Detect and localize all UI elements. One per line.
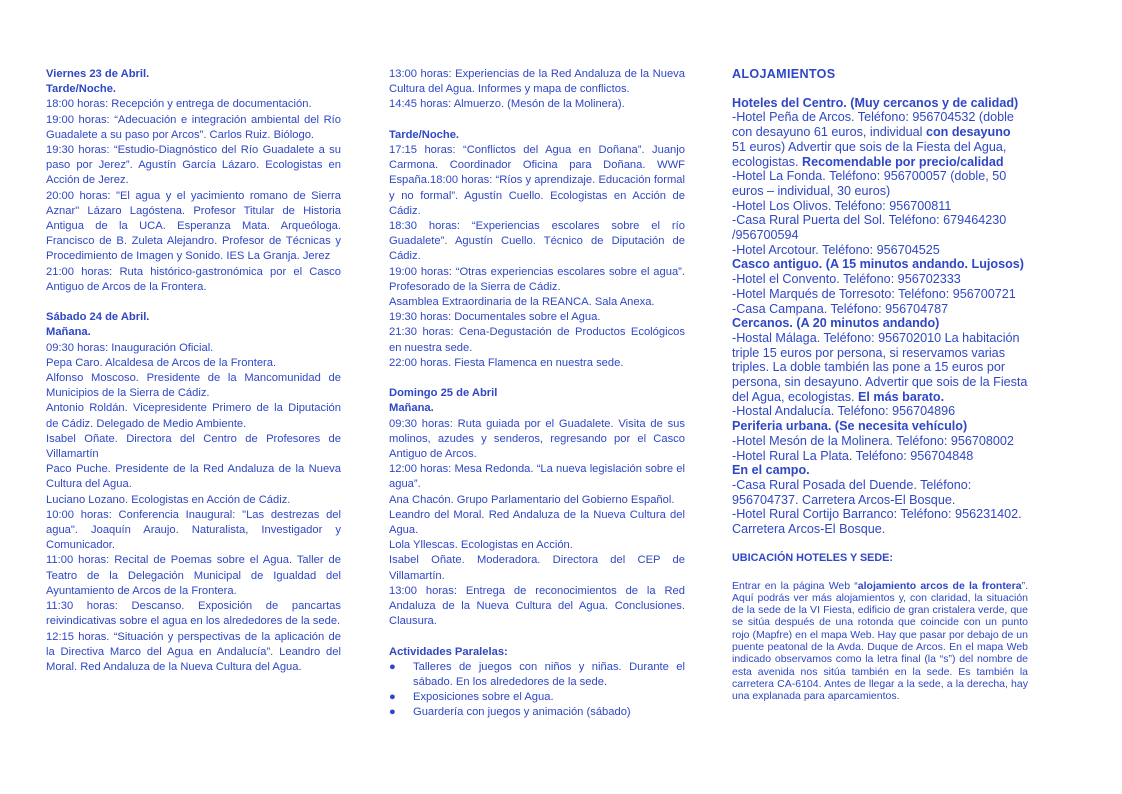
hotel-entry: -Hotel La Fonda. Teléfono: 956700057 (doble, 50 euros – individual, 30 euros) xyxy=(732,169,1007,198)
saturday-session-heading: Mañana. xyxy=(46,326,91,339)
sunday-item: Lola Yllescas. Ecologistas en Acción. xyxy=(389,539,573,552)
sunday-item: 09:30 horas: Ruta guiada por el Guadalete. Visita de sus molinos, azudes y senderos, regresando por el Casco Antiguo de Arcos. xyxy=(389,417,685,461)
spacer xyxy=(732,82,1028,96)
countryside-heading: En el campo. xyxy=(732,463,810,478)
afternoon-item: 17:15 horas: “Conflictos del Agua en Doñana”. Juanjo Carmona. Coordinador Oficina para Doñana. WWF España.18:00 horas: “Ríos y aprendizaje. Educación formal y no formal”. Agustín Cuello. Ecologistas en Acción de Cádiz. xyxy=(389,144,685,217)
spacer xyxy=(389,629,685,644)
saturday-item: 13:00 horas: Experiencias de la Red Andaluza de la Nueva Cultura del Agua. Informes y mapa de conflictos. xyxy=(389,68,685,96)
friday-item: 18:00 horas: Recepción y entrega de documentación. xyxy=(46,98,312,111)
hotel-entry: -Hostal Andalucía. Teléfono: 956704896 xyxy=(732,404,956,419)
afternoon-item: 22:00 horas. Fiesta Flamenca en nuestra sede. xyxy=(389,356,624,369)
old-town-heading: Casco antiguo. (A 15 minutos andando. Lujosos) xyxy=(732,257,1025,272)
parallel-activity: Guardería con juegos y animación (sábado) xyxy=(413,706,631,719)
sunday-item: 12:00 horas: Mesa Redonda. “La nueva legislación sobre el agua”. xyxy=(389,463,685,491)
saturday-item: 09:30 horas: Inauguración Oficial. xyxy=(46,341,214,354)
hotel-entry: -Hotel Rural La Plata. Teléfono: 956704848 xyxy=(732,448,974,463)
sunday-item: Leandro del Moral. Red Andaluza de la Nueva Cultura del Agua. xyxy=(389,508,685,537)
hotel-text: 51 euros) Advertir que sois de la Fiesta del Agua, ecologistas. xyxy=(732,139,1007,169)
location-text xyxy=(732,580,1028,703)
saturday-item: Paco Puche. Presidente de la Red Andaluza de la Nueva Cultura del Agua. xyxy=(46,463,341,491)
saturday-item: 10:00 horas: Conferencia Inaugural: "Las destrezas del agua". Joaquín Araujo. Naturalista, Investigador y Comunicador. xyxy=(46,508,341,552)
hotel-highlight: Recomendable por precio/calidad xyxy=(802,154,1004,169)
parallel-activity: Exposiciones sobre el Agua. xyxy=(413,691,554,704)
list-item xyxy=(389,660,685,690)
friday-session-heading: Tarde/Noche. xyxy=(46,83,117,96)
hotel-entry: -Hotel Arcotour. Teléfono: 956704525 xyxy=(732,242,940,257)
hotel-entry: -Hotel Marqués de Torresoto: Teléfono: 956700721 xyxy=(732,286,1016,301)
saturday-item: Antonio Roldán. Vicepresidente Primero de la Diputación de Cádiz. Delegado de Medio Ambiente. xyxy=(46,402,341,430)
saturday-item: Alfonso Moscoso. Presidente de la Mancomunidad de Municipios de la Sierra de Cádiz. xyxy=(46,372,341,400)
hotel-highlight: El más barato. xyxy=(858,389,945,404)
hotel-text: -Hotel Peña de Arcos. Teléfono: 956704532 (doble con desayuno 61 euros, individual xyxy=(732,110,1014,140)
hotel-entry: -Casa Rural Posada del Duende. Teléfono: 956704737. Carretera Arcos-El Bosque. xyxy=(732,477,972,507)
bullet-icon: ● xyxy=(389,660,396,673)
saturday-item: 11:00 horas: Recital de Poemas sobre el Agua. Taller de Teatro de la Delegación Municipal de Igualdad del Ayuntamiento de Arcos de la Frontera. xyxy=(46,554,341,597)
location-text-part: Entrar en la página Web “ xyxy=(732,579,858,592)
afternoon-item: 19:30 horas: Documentales sobre el Agua. xyxy=(389,311,601,324)
hotel-entry: -Casa Rural Puerta del Sol. Teléfono: 679464230 /956700594 xyxy=(732,213,1007,243)
hotel-entry: -Hotel Mesón de la Molinera. Teléfono: 956708002 xyxy=(732,433,1014,448)
afternoon-item: 18:30 horas: “Experiencias escolares sobre el río Guadalete”. Agustín Cuello. Técnico de Diputación de Cádiz. xyxy=(389,220,685,263)
parallel-activities-heading: Actividades Paralelas: xyxy=(389,645,508,658)
program-column-friday-saturday xyxy=(46,67,341,675)
afternoon-heading: Tarde/Noche. xyxy=(389,128,460,141)
list-item xyxy=(389,690,685,705)
hotel-entry: -Hotel Los Olivos. Teléfono: 956700811 xyxy=(732,198,952,213)
program-column-saturday-sunday xyxy=(389,67,685,721)
sunday-session-heading: Mañana. xyxy=(389,402,434,415)
afternoon-item: 21:30 horas: Cena-Degustación de Productos Ecológicos en nuestra sede. xyxy=(389,326,685,354)
saturday-item: Isabel Oñate. Directora del Centro de Profesores de Villamartín xyxy=(46,432,341,461)
accommodation-column xyxy=(732,67,1028,702)
hostal-malaga xyxy=(732,331,1028,405)
list-item xyxy=(389,705,685,720)
friday-item: 20:00 horas: "El agua y el yacimiento romano de Sierra Aznar" Lázaro Lagóstena. Profesor Titular de Historia Antigua de la UCA. Esperanza Mata. Arqueóloga. Francisco de B. Zuleta Alejandro. Profesor de Técnicas y Procedimiento de Imagen y Sonido. IES La Granja. Jerez xyxy=(46,189,341,263)
nearby-heading: Cercanos. (A 20 minutos andando) xyxy=(732,316,940,331)
saturday-item: 12:15 horas. “Situación y perspectivas de la aplicación de la Directiva Marco del Agua en Andalucía”. Leandro del Moral. Red Andaluza de la Nueva Cultura del Agua. xyxy=(46,630,341,673)
hotel-entry: -Casa Campana. Teléfono: 956704787 xyxy=(732,301,949,316)
spacer xyxy=(389,371,685,386)
center-hotels-heading: Hoteles del Centro. (Muy cercanos y de calidad) xyxy=(732,95,1019,110)
friday-heading: Viernes 23 de Abril. xyxy=(46,68,150,80)
afternoon-item: 19:00 horas: “Otras experiencias escolares sobre el agua”. Profesorado de la Sierra de Cádiz. xyxy=(389,265,685,293)
sunday-heading: Domingo 25 de Abril xyxy=(389,387,498,400)
saturday-item: 11:30 horas: Descanso. Exposición de pancartas reivindicativas sobre el agua en los alrededores de la sede. xyxy=(46,600,341,628)
saturday-heading: Sábado 24 de Abril. xyxy=(46,311,150,324)
location-heading: UBICACIÓN HOTELES Y SEDE: xyxy=(732,551,893,564)
location-text-part: ”. Aquí podrás ver más alojamientos y, con claridad, la situación de la sede de la VI Fiesta, edificio de gran cristalera verde, que se sitúa después de una rotonda que coincide con un punto rojo (Mapfre) en el mapa Web. Hay que pasar por debajo de un puente peatonal de la Avda. Duque de Arcos. En el mapa Web indicado observamos como la letra final (la “s”) del nombre de esta avenida nos sitúa también en la sede. Es también la carretera CA-6104. Antes de llegar a la sede, a la derecha, hay una explanada para aparcamientos. xyxy=(732,579,1028,703)
afternoon-item: Asamblea Extraordinaria de la REANCA. Sala Anexa. xyxy=(389,296,655,309)
accommodation-title: ALOJAMIENTOS xyxy=(732,67,836,81)
parallel-activities-list xyxy=(389,660,685,721)
friday-item: 19:30 horas: “Estudio-Diagnóstico del Río Guadalete a su paso por Jerez”. Agustín García Lázaro. Ecologistas en Acción de Jerez. xyxy=(46,144,341,187)
sunday-item: Ana Chacón. Grupo Parlamentario del Gobierno Español. xyxy=(389,493,675,506)
web-search-term: alojamiento arcos de la frontera xyxy=(857,579,1022,592)
bullet-icon: ● xyxy=(389,691,396,704)
saturday-item: 14:45 horas: Almuerzo. (Mesón de la Molinera). xyxy=(389,98,625,111)
saturday-item: Luciano Lozano. Ecologistas en Acción de Cádiz. xyxy=(46,493,291,506)
saturday-item: Pepa Caro. Alcaldesa de Arcos de la Frontera. xyxy=(46,356,277,369)
sunday-item: Isabel Oñate. Moderadora. Directora del CEP de Villamartín. xyxy=(389,554,685,582)
spacer xyxy=(389,113,685,128)
spacer xyxy=(46,295,341,310)
friday-item: 19:00 horas: “Adecuación e integración ambiental del Río Guadalete a su paso por Arcos”. Carlos Ruiz. Biólogo. xyxy=(46,113,341,141)
hotel-entry: -Hotel Rural Cortijo Barranco: Teléfono: 956231402. Carretera Arcos-El Bosque. xyxy=(732,507,1022,537)
parallel-activity: Talleres de juegos con niños y niñas. Durante el sábado. En los alrededores de la sede. xyxy=(413,660,685,689)
outskirts-heading: Periferia urbana. (Se necesita vehículo) xyxy=(732,419,968,434)
bullet-icon: ● xyxy=(389,706,396,719)
friday-item: 21:00 horas: Ruta histórico-gastronómica por el Casco Antiguo de Arcos de la Frontera. xyxy=(46,265,341,293)
sunday-item: 13:00 horas: Entrega de reconocimientos de la Red Andaluza de la Nueva Cultura del Agua. Conclusiones. Clausura. xyxy=(389,584,685,628)
hotel-highlight: con desayuno xyxy=(925,125,1011,140)
hotel-pena-de-arcos xyxy=(732,110,1028,169)
hotel-entry: -Hotel el Convento. Teléfono: 956702333 xyxy=(732,272,961,287)
hotel-text: -Hostal Málaga. Teléfono: 956702010 La habitación triple 15 euros por persona, si reservamos varias triples. La doble también las pone a 15 euros por persona, sin desayuno. Advertir que sois de la Fiesta del Agua, ecologistas. xyxy=(732,330,1028,404)
